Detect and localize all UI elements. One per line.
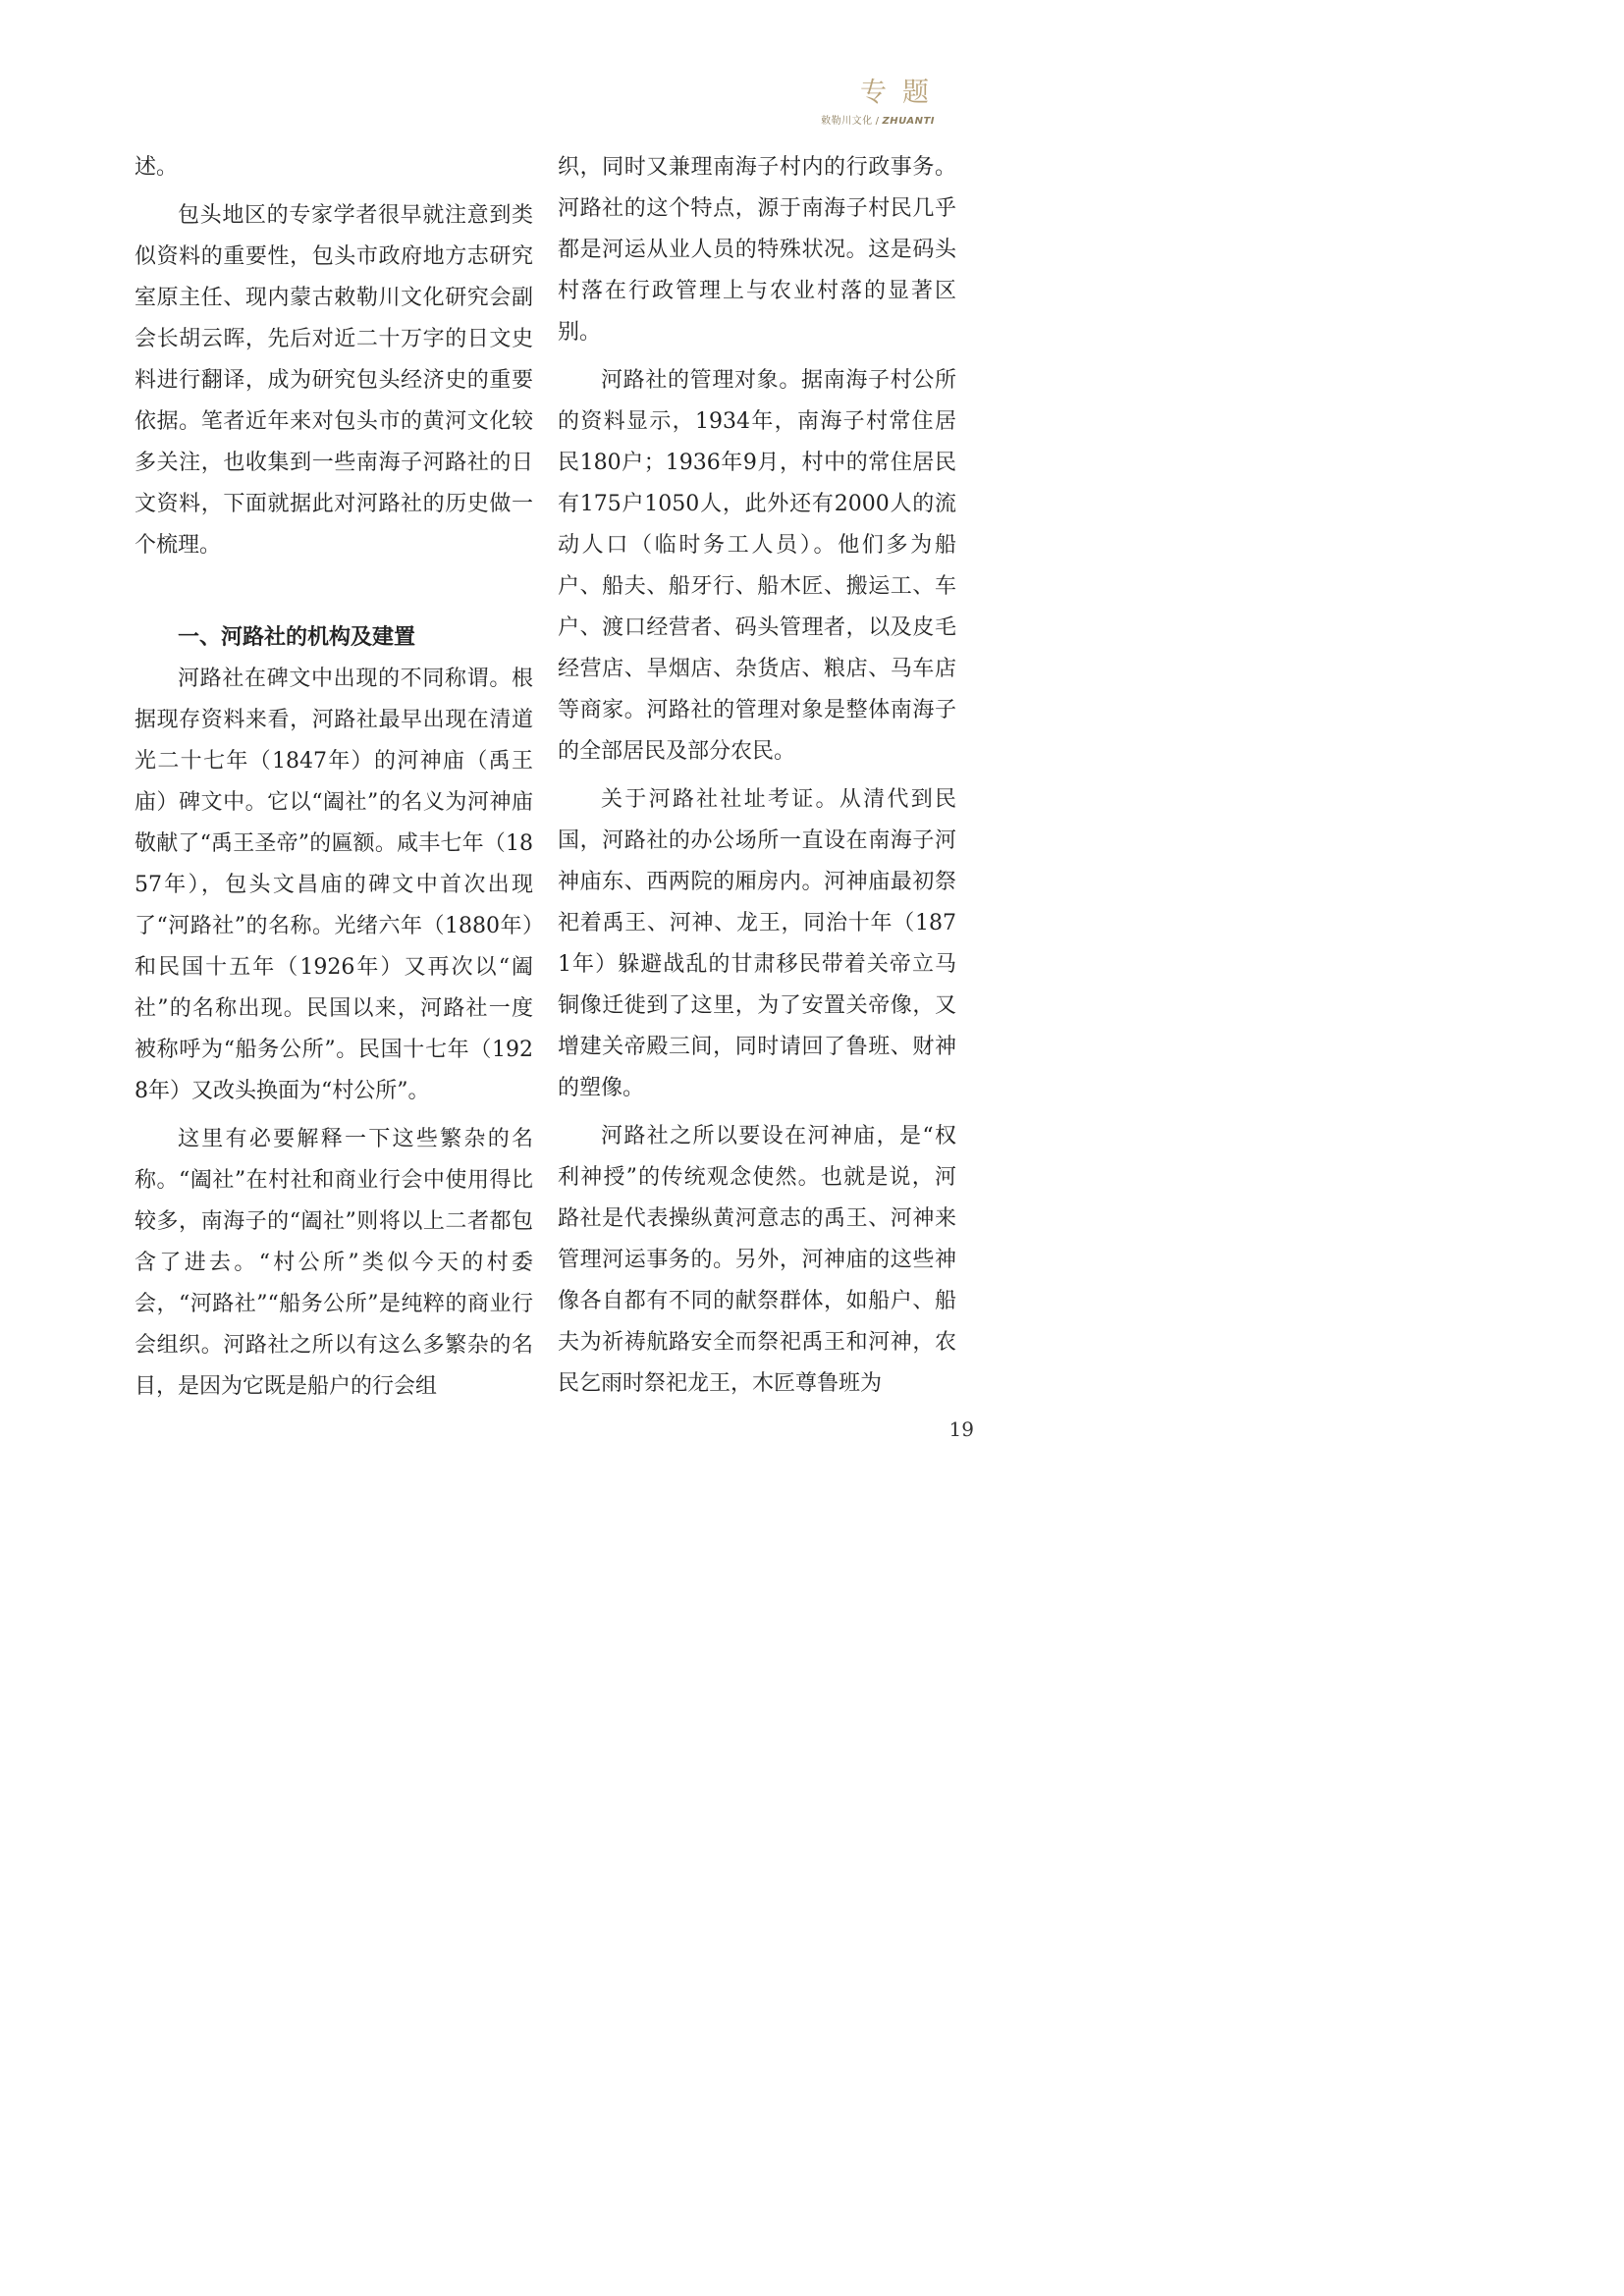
paragraph: 包头地区的专家学者很早就注意到类似资料的重要性，包头市政府地方志研究室原主任、现内蒙古敕勒川文化研究会副会长胡云晖，先后对近二十万字的日文史料进行翻译，成为研究包头经济史的重要依据。笔者近年来对包头市的黄河文化较多关注，也收集到一些南海子河路社的日文资料，下面就据此对河路社的历史做一个梳理。 xyxy=(135,203,533,558)
paragraph: 这里有必要解释一下这些繁杂的名称。“阖社”在村社和商业行会中使用得比较多，南海子的“阖社”则将以上二者都包含了进去。“村公所”类似今天的村委会，“河路社”“船务公所”是纯粹的商业行会组织。河路社之所以有这么多繁杂的名目，是因为它既是船户的行会组 xyxy=(135,1127,533,1399)
subtitle-en: ZHUANTI xyxy=(882,116,935,127)
paragraph: 织，同时又兼理南海子村内的行政事务。河路社的这个特点，源于南海子村民几乎都是河运从业人员的特殊状况。这是码头村落在行政管理上与农业村落的显著区别。 xyxy=(558,155,956,345)
subtitle-cn: 敕勒川文化 xyxy=(821,116,873,127)
paragraph: 河路社在碑文中出现的不同称谓。根据现存资料来看，河路社最早出现在清道光二十七年（1847年）的河神庙（禹王庙）碑文中。它以“阖社”的名义为河神庙敬献了“禹王圣帝”的匾额。咸丰七年（1857年），包头文昌庙的碑文中首次出现了“河路社”的名称。光绪六年（1880年）和民国十五年（1926年）又再次以“阖社”的名称出现。民国以来，河路社一度被称呼为“船务公所”。民国十七年（1928年）又改头换面为“村公所”。 xyxy=(135,667,533,1103)
section-title: 专题 xyxy=(860,78,945,108)
subtitle-separator: / xyxy=(875,116,880,127)
paragraph: 河路社之所以要设在河神庙，是“权利神授”的传统观念使然。也就是说，河路社是代表操纵黄河意志的禹王、河神来管理河运事务的。另外，河神庙的这些神像各自都有不同的献祭群体，如船户、船夫为祈祷航路安全而祭祀禹王和河神，农民乞雨时祭祀龙王，木匠尊鲁班为 xyxy=(558,1124,956,1396)
page-number: 19 xyxy=(948,1417,974,1441)
section-heading: 一、河路社的机构及建置 xyxy=(178,625,416,650)
paragraph: 河路社的管理对象。据南海子村公所的资料显示，1934年，南海子村常住居民180户；1936年9月，村中的常住居民有175户1050人，此外还有2000人的流动人口（临时务工人员）。他们多为船户、船夫、船牙行、船木匠、搬运工、车户、渡口经营者、码头管理者，以及皮毛经营店、旱烟店、杂货店、粮店、马车店等商家。河路社的管理对象是整体南海子的全部居民及部分农民。 xyxy=(558,368,956,764)
section-header xyxy=(821,77,945,127)
paragraph: 述。 xyxy=(135,155,179,180)
paragraph: 关于河路社社址考证。从清代到民国，河路社的办公场所一直设在南海子河神庙东、西两院的厢房内。河神庙最初祭祀着禹王、河神、龙王，同治十年（1871年）躲避战乱的甘肃移民带着关帝立马铜像迁徙到了这里，为了安置关帝像，又增建关帝殿三间，同时请回了鲁班、财神的塑像。 xyxy=(558,787,956,1100)
right-column xyxy=(558,147,956,1412)
section-subtitle xyxy=(821,112,935,127)
left-column xyxy=(135,147,533,1415)
